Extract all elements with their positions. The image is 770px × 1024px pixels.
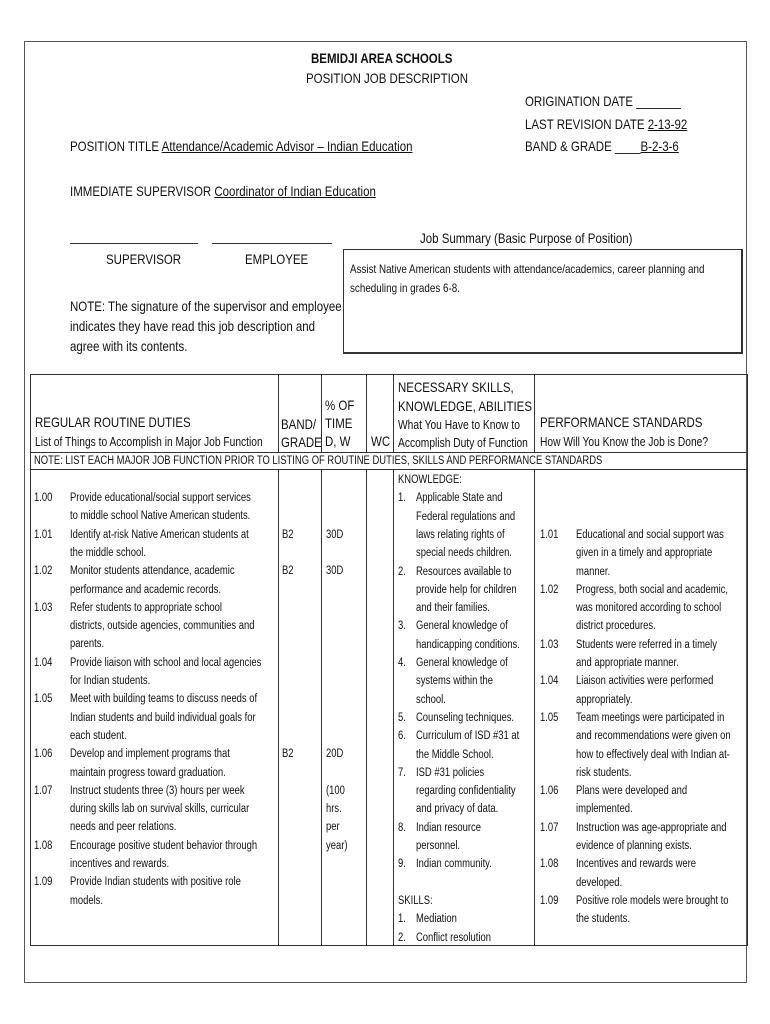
org-name: BEMIDJI AREA SCHOOLS [311, 50, 453, 66]
duty-line: Develop and implement programs that [70, 748, 230, 761]
skill-line: KNOWLEDGE: [398, 474, 462, 486]
time-value: 30D [326, 565, 344, 578]
skills-header-line: NECESSARY SKILLS, [398, 379, 514, 395]
time-header-line: % OF [325, 397, 355, 413]
time-value: 20D [326, 748, 344, 761]
band-label: BAND & GRADE [525, 138, 612, 154]
performance-number: 1.08 [540, 858, 559, 871]
supervisor-label: SUPERVISOR [106, 251, 182, 267]
revision-value: 2-13-92 [647, 116, 688, 132]
performance-line: Incentives and rewards were [576, 858, 697, 871]
duties-header: REGULAR ROUTINE DUTIES [35, 414, 191, 430]
job-summary-text [350, 260, 704, 298]
employee-label: EMPLOYEE [245, 251, 309, 267]
performance-line: developed. [576, 876, 623, 889]
duty-line: districts, outside agencies, communities and [70, 620, 255, 633]
band-header-line: BAND/ [281, 416, 317, 432]
skill-line: ISD #31 policies [416, 766, 485, 779]
performance-line: Instruction was age-appropriate and [576, 821, 727, 834]
col-divider [534, 374, 535, 452]
skills-header-line: Accomplish Duty of Function [398, 436, 528, 450]
duty-line: Monitor students attendance, academic [70, 565, 235, 578]
duty-line: Provide Indian students with positive role [70, 876, 241, 889]
skill-line: personnel. [416, 840, 461, 852]
duty-line: performance and academic records. [70, 583, 221, 596]
band-header [281, 415, 322, 451]
position-title-label: POSITION TITLE [70, 138, 160, 154]
time-value: per [326, 821, 340, 834]
performance-line: Students were referred in a timely [576, 638, 718, 651]
skill-number: 2. [398, 565, 406, 578]
performance-subheader: How Will You Know the Job is Done? [540, 435, 709, 449]
note-divider [30, 469, 748, 470]
revision-label: LAST REVISION DATE [525, 116, 645, 132]
duty-line: models. [70, 894, 104, 907]
band-grade [525, 139, 679, 154]
skills-header-line: What You Have to Know to [398, 418, 520, 432]
col-divider [278, 374, 279, 452]
performance-line: the students. [576, 913, 631, 926]
skill-number: 4. [398, 657, 406, 669]
performance-number: 1.01 [540, 528, 559, 541]
duty-line: needs and peer relations. [70, 821, 177, 834]
duty-line: during skills lab on survival skills, curricular [70, 803, 250, 816]
job-summary-heading: Job Summary (Basic Purpose of Position) [420, 230, 633, 246]
col-divider [534, 469, 535, 946]
duty-line: parents. [70, 638, 105, 651]
skill-number: 1. [398, 913, 406, 926]
performance-line: appropriately. [576, 693, 633, 706]
performance-number: 1.06 [540, 785, 559, 798]
duty-line: incentives and rewards. [70, 858, 170, 870]
skill-number: 5. [398, 711, 406, 724]
time-value: 30D [326, 528, 344, 541]
performance-number: 1.02 [540, 583, 559, 596]
skill-number: 8. [398, 821, 406, 834]
performance-line: Plans were developed and [576, 785, 688, 798]
duty-number: 1.06 [34, 748, 53, 761]
skill-line: Indian resource [416, 821, 482, 834]
note-line: NOTE: The signature of the supervisor and employee [70, 298, 342, 314]
skill-line: handicapping conditions. [416, 638, 520, 651]
performance-line: and appropriate manner. [576, 657, 679, 669]
performance-number: 1.05 [540, 711, 559, 724]
band-value: B2 [282, 565, 294, 578]
note-line: indicates they have read this job description and [70, 318, 316, 334]
duty-line: Meet with building teams to discuss needs of [70, 693, 258, 706]
skill-number: 6. [398, 730, 406, 743]
skill-line: SKILLS: [398, 894, 433, 907]
duty-line: Encourage positive student behavior through [70, 839, 258, 852]
skill-line: regarding confidentiality [416, 785, 516, 798]
time-value: year) [326, 839, 348, 852]
skill-line: school. [416, 693, 446, 706]
duty-line: the middle school. [70, 546, 147, 559]
performance-line: Positive role models were brought to [576, 894, 729, 907]
duty-number: 1.01 [34, 528, 53, 541]
band-value: B-2-3-6 [640, 138, 679, 154]
skill-line: provide help for children [416, 583, 517, 596]
supervisor-value: Coordinator of Indian Education [214, 183, 376, 199]
skill-line: special needs children. [416, 547, 512, 560]
duty-number: 1.04 [34, 656, 53, 669]
performance-line: manner. [576, 565, 611, 578]
position-title-value: Attendance/Academic Advisor – Indian Education [161, 138, 413, 154]
time-header [325, 396, 354, 450]
summary-line: Assist Native American students with attendance/academics, career planning and [350, 262, 705, 276]
duty-line: Refer students to appropriate school [70, 601, 223, 614]
skill-line: Curriculum of ISD #31 at [416, 730, 520, 743]
performance-line: given in a timely and appropriate [576, 547, 713, 560]
duty-line: to middle school Native American students. [70, 510, 251, 523]
skill-line: and their families. [416, 602, 490, 615]
skill-line: Resources available to [416, 565, 512, 578]
performance-line: and recommendations were given on [576, 730, 731, 743]
performance-line: implemented. [576, 803, 633, 816]
wc-header: WC [371, 433, 391, 449]
table-note: NOTE: LIST EACH MAJOR JOB FUNCTION PRIOR TO LISTING OF ROUTINE DUTIES, SKILLS AND PERFORMANCE STANDARDS [34, 455, 603, 467]
duty-line: for Indian students. [70, 675, 151, 687]
skill-line: systems within the [416, 675, 494, 688]
time-value: (100 [326, 784, 345, 797]
performance-line: district procedures. [576, 620, 656, 633]
skill-number: 2. [398, 931, 406, 944]
skill-line: and privacy of data. [416, 803, 499, 816]
band-header-line: GRADE [281, 434, 322, 450]
duty-number: 1.00 [34, 492, 53, 504]
duty-line: Indian students and build individual goals for [70, 711, 256, 724]
duty-number: 1.09 [34, 876, 53, 889]
employee-signature-line [212, 243, 332, 244]
performance-header: PERFORMANCE STANDARDS [540, 414, 703, 430]
skills-header-line: KNOWLEDGE, ABILITIES [398, 398, 532, 414]
skill-line: the Middle School. [416, 748, 494, 761]
duty-line: maintain progress toward graduation. [70, 766, 226, 779]
duty-line: Instruct students three (3) hours per week [70, 784, 245, 797]
position-title [70, 139, 412, 154]
performance-line: Team meetings were participated in [576, 711, 725, 724]
duties-subheader: List of Things to Accomplish in Major Job Function [35, 435, 263, 449]
skill-line: General knowledge of [416, 620, 508, 633]
signature-note [70, 296, 342, 356]
time-value: hrs. [326, 803, 342, 816]
duty-number: 1.02 [34, 565, 53, 578]
performance-line: how to effectively deal with Indian at- [576, 748, 730, 761]
duty-number: 1.08 [34, 839, 53, 852]
skill-number: 1. [398, 492, 406, 505]
skills-header [398, 378, 532, 452]
skill-line: Mediation [416, 913, 457, 926]
duty-line: Provide educational/social support services [70, 492, 251, 504]
band-blank: ____ [614, 138, 641, 154]
skill-line: Counseling techniques. [416, 711, 515, 724]
performance-line: evidence of planning exists. [576, 840, 692, 852]
performance-line: Liaison activities were performed [576, 675, 714, 688]
col-divider [366, 374, 367, 452]
col-divider [393, 469, 394, 946]
summary-line: scheduling in grades 6-8. [350, 281, 460, 295]
duty-line: Provide liaison with school and local agencies [70, 656, 262, 669]
doc-title: POSITION JOB DESCRIPTION [306, 70, 469, 86]
performance-number: 1.09 [540, 894, 559, 907]
performance-number: 1.07 [540, 821, 559, 834]
origination-date: ORIGINATION DATE _______ [525, 93, 681, 109]
revision-date [525, 117, 687, 132]
duty-line: each student. [70, 729, 127, 742]
col-divider [321, 469, 322, 946]
time-header-line: D, W [325, 433, 351, 449]
performance-line: Progress, both social and academic, [576, 583, 729, 596]
header-divider [30, 452, 748, 453]
performance-line: Educational and social support was [576, 528, 724, 541]
col-divider [366, 469, 367, 946]
time-header-line: TIME [325, 415, 353, 431]
supervisor-label: IMMEDIATE SUPERVISOR [70, 183, 212, 199]
skill-line: Conflict resolution [416, 931, 491, 944]
duty-line: Identify at-risk Native American students at [70, 528, 249, 541]
skill-line: Indian community. [416, 858, 492, 871]
skill-line: laws relating rights of [416, 528, 505, 541]
supervisor-signature-line [70, 243, 198, 244]
col-divider [278, 469, 279, 946]
skill-number: 7. [398, 766, 406, 779]
note-line: agree with its contents. [70, 338, 188, 354]
skill-line: Applicable State and [416, 492, 503, 505]
skill-line: General knowledge of [416, 657, 508, 669]
performance-line: was monitored according to school [576, 602, 722, 615]
duty-number: 1.05 [34, 693, 53, 706]
duty-number: 1.03 [34, 601, 53, 614]
performance-number: 1.03 [540, 638, 559, 651]
skill-line: Federal regulations and [416, 510, 516, 523]
performance-number: 1.04 [540, 675, 559, 688]
performance-line: risk students. [576, 766, 632, 779]
band-value: B2 [282, 528, 294, 541]
col-divider [393, 374, 394, 452]
duty-number: 1.07 [34, 784, 53, 797]
skill-number: 3. [398, 620, 406, 633]
immediate-supervisor [70, 184, 376, 199]
skill-number: 9. [398, 858, 406, 871]
band-value: B2 [282, 748, 294, 761]
